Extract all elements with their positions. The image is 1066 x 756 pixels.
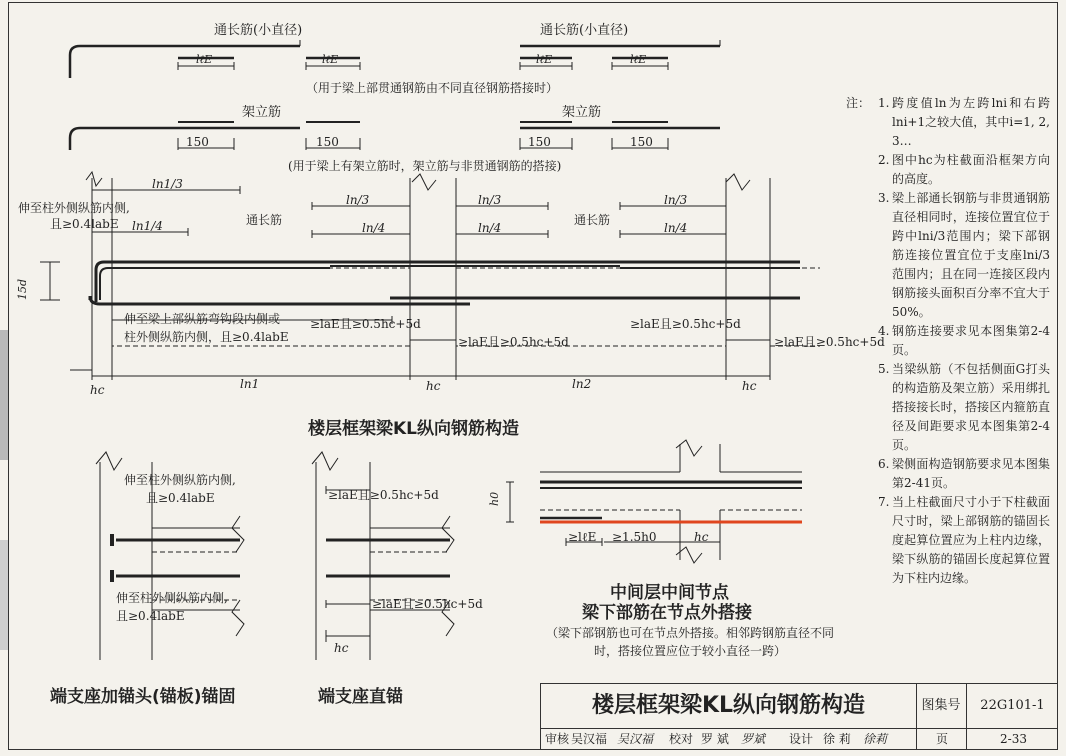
atlas-code: 22G101-1 (980, 698, 1045, 713)
note-item: 2. 图中hc为柱截面沿框架方向的高度。 (878, 153, 1050, 186)
atlas-label: 图集号 (916, 684, 967, 728)
dim-ln-4-c: ln/4 (664, 221, 688, 235)
mid-node-title-2: 梁下部筋在节点外搭接 (582, 603, 752, 623)
dim-ln-3-b: ln/3 (478, 193, 502, 207)
dim-150-1: 150 (186, 135, 209, 149)
dim-ge-llE: ≥lℓE (568, 530, 597, 544)
anchor-dim-straight-1: ≥laE且≥0.5hc+5d (328, 488, 439, 502)
anchor-dim-1: ≥laE且≥0.5hc+5d (310, 317, 421, 331)
anchor-dim-3: ≥laE且≥0.5hc+5d (630, 317, 741, 331)
label-and-ge-04labe-2: 且≥0.4labE (146, 491, 215, 505)
anchor-dim-straight-2: ≥laE且≥0.5hc+5d (372, 597, 483, 611)
checker-signature: 罗斌 (741, 732, 766, 746)
dim-ln2: ln2 (572, 377, 592, 391)
label-erection-bar-1: 架立筋 (242, 105, 282, 120)
title-block-title: 楼层框架梁KL纵向钢筋构造 (541, 684, 917, 728)
dim-lap-4: lℓE (630, 53, 647, 66)
anchor-dim-4: ≥laE且≥0.5hc+5d (774, 335, 885, 349)
label-extend-hook-seg: 伸至梁上部纵筋弯钩段内侧或 (124, 312, 281, 326)
dim-150-3: 150 (528, 135, 551, 149)
label-and-ge-04labe: 且≥0.4labE (50, 217, 119, 231)
mid-node-title-1: 中间层中间节点 (610, 583, 729, 603)
dim-ln1-3: ln1/3 (152, 177, 183, 191)
dim-ln-4-a: ln/4 (362, 221, 386, 235)
label-continuous-bar-small-1: 通长筋(小直径) (214, 23, 303, 38)
dim-ge-15h0: ≥1.5h0 (612, 530, 657, 544)
designer-signature: 徐莉 (863, 732, 888, 746)
label-and-ge-04labe-3: 且≥0.4labE (116, 609, 185, 623)
dim-hc-straight: hc (334, 641, 349, 655)
title-block (540, 683, 1058, 750)
dim-lap-3: lℓE (536, 53, 553, 66)
label-erection-bar-2: 架立筋 (562, 105, 602, 120)
dim-150-2: 150 (316, 135, 339, 149)
note-item: 6. 梁侧面构造钢筋要求见本图集第2-41页。 (878, 457, 1050, 490)
checker: 罗 斌 (701, 732, 729, 746)
label-extend-outer-col-2: 伸至柱外侧纵筋内侧, (124, 473, 236, 487)
end-straight-title: 端支座直锚 (318, 687, 403, 707)
note-item: 4. 钢筋连接要求见本图集第2-4页。 (878, 324, 1050, 357)
review-label: 审核 (545, 732, 570, 746)
dim-ln1: ln1 (240, 377, 260, 391)
dim-hc-3: hc (742, 379, 757, 393)
page-label: 页 (916, 728, 967, 750)
label-continuous-bar-1: 通长筋 (246, 213, 283, 227)
dim-hc-1: hc (90, 383, 105, 397)
label-extend-outer-col: 伸至柱外侧纵筋内侧, (18, 201, 130, 215)
note-top-lap: （用于梁上部贯通钢筋由不同直径钢筋搭接时） (306, 81, 559, 95)
dim-15d: 15d (16, 278, 29, 300)
dim-ln-4-b: ln/4 (478, 221, 502, 235)
dim-lap-2: lℓE (322, 53, 339, 66)
dim-hc-mid: hc (694, 530, 709, 544)
note-item: 3. 梁上部通长钢筋与非贯通钢筋直径相同时，连接位置宜位于跨中lni/3范围内；梁下部钢筋连接位置宜位于支座lni/3范围内；且在同一连接区段内钢筋接头面积百分率不宜大于50%。 (878, 191, 1050, 319)
dim-ln-3-c: ln/3 (664, 193, 688, 207)
label-continuous-bar-small-2: 通长筋(小直径) (540, 23, 629, 38)
dim-h0: h0 (488, 491, 501, 506)
reviewer-signature: 吴汉福 (617, 732, 654, 746)
label-col-outer-inner: 柱外侧纵筋内侧，且≥0.4labE (124, 330, 289, 344)
label-extend-outer-col-3: 伸至柱外侧纵筋内侧, (116, 591, 228, 605)
dim-150-4: 150 (630, 135, 653, 149)
end-anchor-plate-title: 端支座加锚头(锚板)锚固 (50, 687, 236, 707)
main-diagram-title: 楼层框架梁KL纵向钢筋构造 (308, 419, 520, 439)
page-number: 2-33 (966, 728, 1060, 750)
design-label: 设计 (789, 732, 814, 746)
notes-head: 注： (846, 96, 871, 110)
designer: 徐 莉 (823, 732, 851, 746)
mid-node-note: （梁下部钢筋也可在节点外搭接。相邻跨钢筋直径不同时，搭接位置应位于较小直径一跨） (545, 626, 834, 658)
anchor-dim-2: ≥laE且≥0.5hc+5d (458, 335, 569, 349)
label-continuous-bar-2: 通长筋 (574, 213, 611, 227)
dim-lap-1: lℓE (196, 53, 213, 66)
note-item: 5. 当梁纵筋（不包括侧面G打头的构造筋及架立筋）采用绑扎搭接接长时，搭接区内箍筋直径及间距要求见本图集第2-4页。 (878, 362, 1050, 452)
notes-list (846, 94, 1050, 588)
note-item: 1. 跨度值ln为左跨lni和右跨lni+1之较大值，其中i=1, 2, 3… (878, 96, 1050, 148)
dim-ln-3-a: ln/3 (346, 193, 370, 207)
note-item: 7. 当上柱截面尺寸小于下柱截面尺寸时，梁上部钢筋的锚固长度起算位置应为上柱内边缘，梁下纵筋的锚固长度起算位置为下柱内边缘。 (878, 495, 1050, 585)
note-erection: (用于梁上有架立筋时，架立筋与非贯通钢筋的搭接) (288, 159, 562, 173)
dim-hc-2: hc (426, 379, 441, 393)
dim-ln1-4: ln1/4 (132, 219, 163, 233)
check-label: 校对 (669, 732, 694, 746)
notes-panel (846, 94, 1050, 588)
reviewer: 吴汉福 (571, 732, 608, 746)
